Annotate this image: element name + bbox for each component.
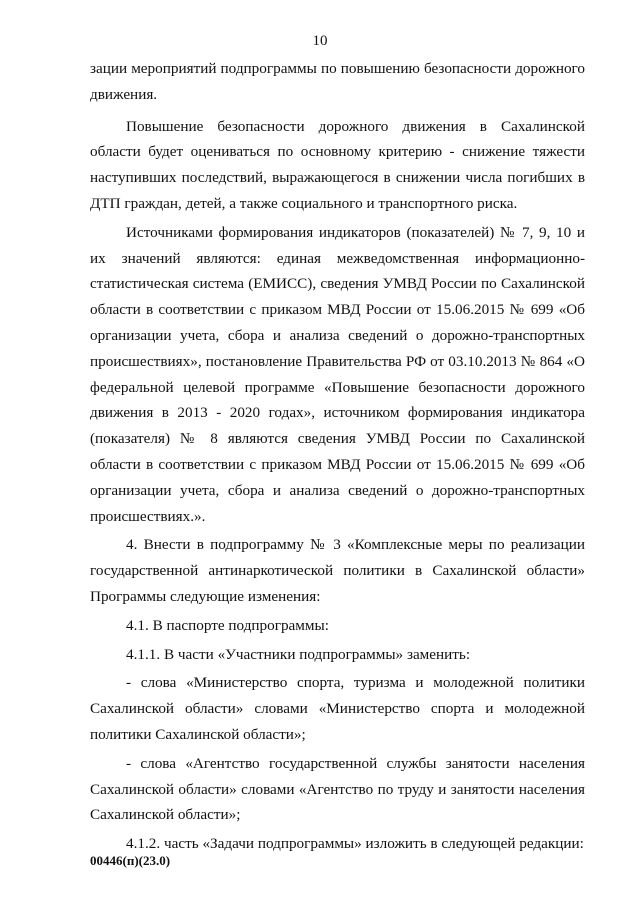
paragraph: 4.1. В паспорте подпрограммы: <box>126 616 329 634</box>
paragraph: 4. Внести в подпрограмму № 3 «Комплексные меры по реализации государственной антинаркотической политики в Сахалинской области» Программы следующие изменения: <box>90 536 585 605</box>
paragraph: Повышение безопасности дорожного движения в Сахалинской области будет оцениваться по основному критерию - снижение тяжести наступивших последствий, выражающегося в снижении числа погибших в ДТП граждан, детей, а также социального и транспортного риска. <box>90 117 585 212</box>
paragraph: зации мероприятий подпрограммы по повышению безопасности дорожного движения. <box>90 60 585 103</box>
paragraph: 4.1.1. В части «Участники подпрограммы» заменить: <box>126 645 471 663</box>
paragraph: 4.1.2. часть «Задачи подпрограммы» изложить в следующей редакции: <box>126 835 584 853</box>
page-number: 10 <box>312 33 328 49</box>
paragraph: - слова «Министерство спорта, туризма и молодежной политики Сахалинской области» словами «Министерство спорта и молодежной политики Сахалинской области»; <box>90 674 585 743</box>
body-text <box>90 56 585 857</box>
document-code: 00446(п)(23.0) <box>90 853 171 868</box>
paragraph: - слова «Агентство государственной службы занятости населения Сахалинской области» словами «Агентство по труду и занятости населения Сахалинской области»; <box>90 754 585 824</box>
paragraph: Источниками формирования индикаторов (показателей) № 7, 9, 10 и их значений являются: единая межведомственная информационно-статистическая система (ЕМИСС), сведения УМВД России по Сахалинской области в соответствии с приказом МВД России от 15.06.2015 № 699 «Об организации учета, сбора и анализа сведений о дорожно-транспортных происшествиях», постановление Правительства РФ от 03.10.2013 № 864 «О федеральной целевой программе «Повышение безопасности дорожного движения в 2013 - 2020 годах», источником формирования индикатора (показателя) № 8 являются сведения УМВД России по Сахалинской области в соответствии с приказом МВД России от 15.06.2015 № 699 «Об организации учета, сбора и анализа сведений о дорожно-транспортных происшествиях.». <box>90 223 585 525</box>
